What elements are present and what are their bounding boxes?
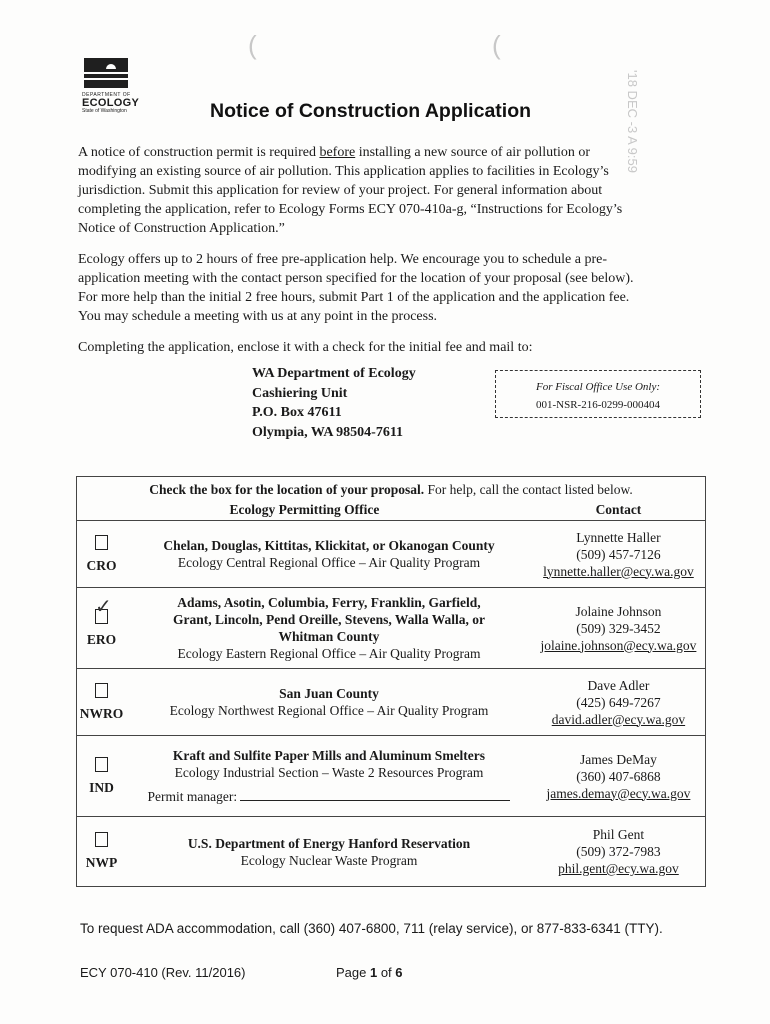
contact-name: Phil Gent <box>592 827 645 842</box>
contact-email-link[interactable]: phil.gent@ecy.wa.gov <box>558 861 679 876</box>
cro-checkbox[interactable] <box>95 535 108 550</box>
region-code: IND <box>89 779 114 795</box>
office-name: Ecology Nuclear Waste Program <box>240 852 418 868</box>
table-row-cro <box>77 521 706 588</box>
contact-email-link[interactable]: jolaine.johnson@ecy.wa.gov <box>540 637 697 653</box>
contact-email-link[interactable]: james.demay@ecy.wa.gov <box>546 785 691 801</box>
contact-name: James DeMay <box>580 751 657 767</box>
contact-email-link[interactable]: david.adler@ecy.wa.gov <box>551 711 686 727</box>
counties: San Juan County <box>279 686 379 701</box>
column-header-office: Ecology Permitting Office <box>77 500 532 521</box>
ind-checkbox[interactable] <box>95 757 108 772</box>
contact-phone: (509) 372-7983 <box>576 844 661 859</box>
nwp-checkbox[interactable] <box>95 832 108 847</box>
page-title: Notice of Construction Application <box>210 100 532 122</box>
logo-department: DEPARTMENT OF <box>82 92 131 98</box>
fiscal-label: For Fiscal Office Use Only: <box>535 381 661 393</box>
ecology-logo <box>82 58 146 114</box>
location-table <box>76 476 706 887</box>
fiscal-code: 001-NSR-216-0299-000404 <box>535 399 661 411</box>
region-code: NWP <box>85 855 118 870</box>
scan-artifact: ( <box>492 30 501 60</box>
address-line: Olympia, WA 98504-7611 <box>252 424 404 440</box>
table-row-ind <box>77 736 706 817</box>
office-name: Ecology Central Regional Office – Air Quality Program <box>177 555 481 570</box>
received-stamp: '18 DEC -3 A 9:59 <box>625 70 640 173</box>
address-line: WA Department of Ecology <box>252 366 416 381</box>
office-name: Ecology Northwest Regional Office – Air Quality Program <box>169 703 489 718</box>
nwro-checkbox[interactable] <box>95 683 108 698</box>
ero-checkbox[interactable] <box>95 593 112 624</box>
contact-name: Jolaine Johnson <box>575 603 662 619</box>
table-instruction: Check the box for the location of your proposal. For help, call the contact listed below. <box>77 477 706 501</box>
contact-email-link[interactable]: lynnette.haller@ecy.wa.gov <box>543 563 694 579</box>
table-row-nwp <box>77 817 706 887</box>
table-row-nwro <box>77 669 706 736</box>
logo-emblem-icon <box>84 58 128 88</box>
office-name: Ecology Industrial Section – Waste 2 Resources Program <box>174 765 484 780</box>
contact-name: Lynnette Haller <box>576 529 661 545</box>
logo-state: State of Washington <box>82 108 127 114</box>
form-number: ECY 070-410 (Rev. 11/2016) <box>80 965 246 980</box>
permit-manager-label: Permit manager: <box>147 789 238 804</box>
ada-notice: To request ADA accommodation, call (360) 407-6800, 711 (relay service), or 877-833-6341 (TTY). <box>80 921 663 936</box>
logo-name: ECOLOGY <box>82 97 140 109</box>
permit-manager-input[interactable] <box>240 788 510 801</box>
counties: Chelan, Douglas, Kittitas, Klickitat, or Okanogan County <box>163 538 495 553</box>
office-name: Ecology Eastern Regional Office – Air Quality Program <box>177 646 481 661</box>
facility-type: Kraft and Sulfite Paper Mills and Aluminum Smelters <box>172 748 486 763</box>
intro-paragraph-3: Completing the application, enclose it with a check for the initial fee and mail to: <box>78 340 533 355</box>
checkmark-icon: ✓ <box>95 593 112 618</box>
mailing-address <box>252 364 416 442</box>
counties: Adams, Asotin, Columbia, Ferry, Franklin, Garfield, Grant, Lincoln, Pend Oreille, Stevens, Walla Walla, or Whitman County <box>172 595 485 644</box>
address-line: P.O. Box 47611 <box>252 405 342 420</box>
contact-phone: (509) 457-7126 <box>576 546 661 562</box>
fiscal-office-box <box>495 370 701 418</box>
facility-type: U.S. Department of Energy Hanford Reservation <box>187 835 471 851</box>
page-indicator: Page 1 of 6 <box>336 965 403 980</box>
region-code: NWRO <box>79 705 124 721</box>
contact-phone: (425) 649-7267 <box>576 694 661 710</box>
contact-phone: (360) 407-6868 <box>576 768 661 784</box>
scan-artifact: ( <box>248 30 257 60</box>
intro-paragraph-2: Ecology offers up to 2 hours of free pre-application help. We encourage you to schedule a pre-application meeting with the contact person specified for the location of your proposal (see below). For more help than the initial 2 free hours, submit Part 1 of the application and the application fee. You may schedule a meeting with us at any point in the process. <box>78 252 634 324</box>
region-code: CRO <box>86 557 117 573</box>
contact-phone: (509) 329-3452 <box>576 620 661 636</box>
intro-paragraph-1: A notice of construction permit is required before installing a new source of air pollution or modifying an existing source of air pollution. This application applies to facilities in Ecology’s jurisdiction. Submit this application for review of your project. For general information about completing the application, refer to Ecology Forms ECY 070-410a-g, “Instructions for Ecology’s Notice of Construction Application.” <box>78 145 623 236</box>
region-code: ERO <box>86 631 117 647</box>
column-header-contact: Contact <box>532 500 706 521</box>
contact-name: Dave Adler <box>587 677 650 693</box>
address-line: Cashiering Unit <box>252 385 348 401</box>
table-row-ero <box>77 588 706 669</box>
